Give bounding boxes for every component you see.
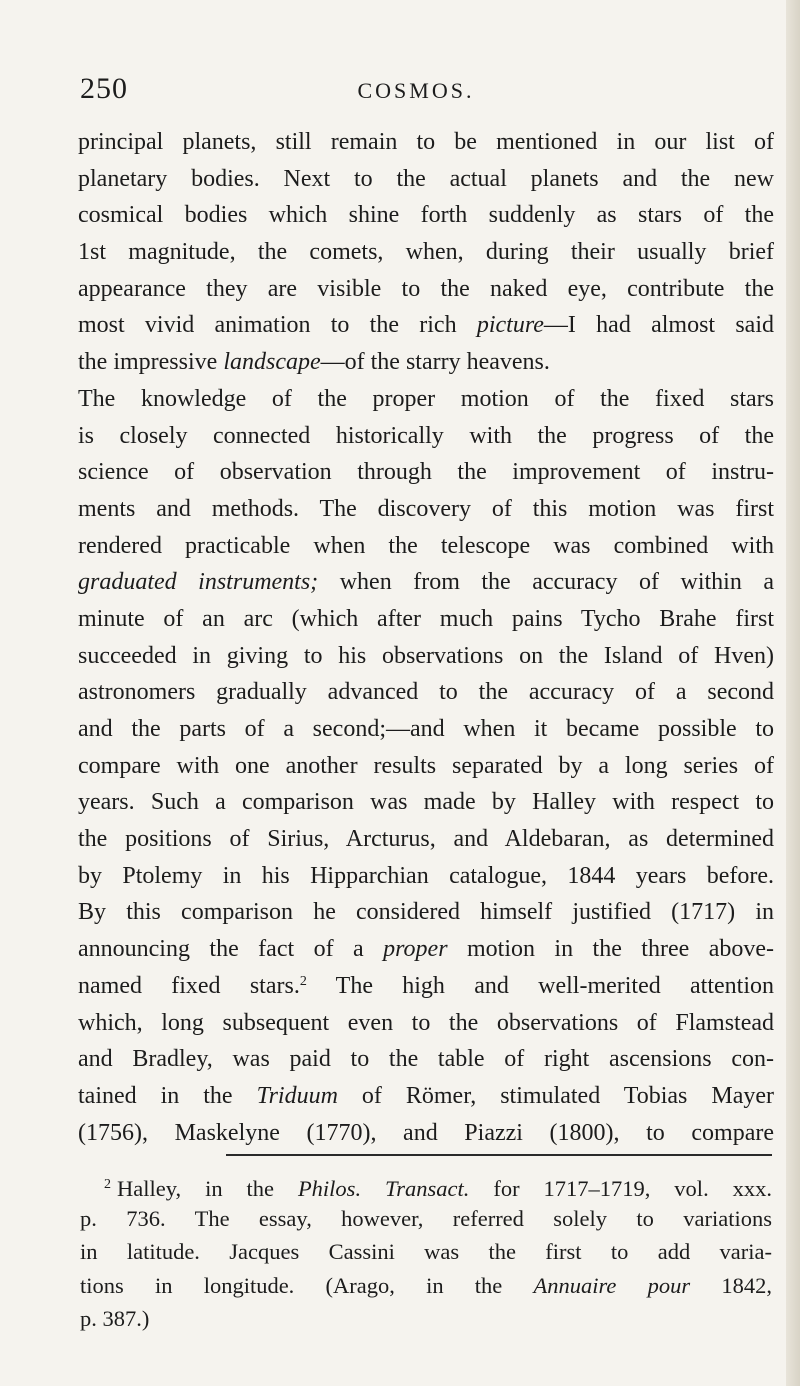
text-line: By this comparison he considered himself justified (1717) in bbox=[78, 899, 774, 926]
text-line: and the parts of a second;—and when it became possible to bbox=[78, 716, 774, 742]
italic-text: Philos. Transact. bbox=[297, 1176, 470, 1201]
page-number: 250 bbox=[80, 72, 128, 105]
text-line: ments and methods. The discovery of this motion was first bbox=[78, 495, 774, 522]
footnote-text: p. 736. The essay, however, referred solely to variations bbox=[80, 1205, 772, 1231]
footnote-reference: 2 bbox=[299, 973, 307, 989]
footnote-marker: 2 bbox=[104, 1177, 111, 1192]
body-text bbox=[78, 124, 774, 1151]
footnote-text bbox=[117, 1176, 772, 1201]
text-segment: 1842, bbox=[690, 1272, 772, 1298]
text-segment: tions in longitude. (Arago, in the bbox=[80, 1272, 534, 1298]
text-segment: announcing the fact of a bbox=[78, 936, 384, 963]
text-segment: —I had almost said bbox=[543, 312, 774, 339]
footnote-line bbox=[80, 1302, 772, 1336]
text-segment: for 1717–1719, vol. xxx. bbox=[469, 1176, 772, 1201]
text-line bbox=[78, 307, 774, 344]
text-line bbox=[78, 968, 774, 1005]
text-line: planetary bodies. Next to the actual planets and the new bbox=[78, 165, 774, 192]
page-edge bbox=[786, 0, 800, 1386]
page-header bbox=[80, 72, 752, 112]
text-line: by Ptolemy in his Hipparchian catalogue, 1844 years before. bbox=[78, 862, 774, 889]
text-line: which, long subsequent even to the observations of Flamstead bbox=[78, 1009, 774, 1036]
footnote-line bbox=[80, 1168, 772, 1202]
text-line: rendered practicable when the telescope was combined with bbox=[78, 532, 774, 559]
text-line: compare with one another results separated by a long series of bbox=[78, 752, 774, 779]
text-line: principal planets, still remain to be mentioned in our list of bbox=[78, 129, 774, 155]
text-line bbox=[78, 1078, 774, 1115]
text-line: science of observation through the improvement of instru- bbox=[78, 459, 774, 486]
footnote-divider bbox=[226, 1154, 772, 1156]
footnote-text: p. 387.) bbox=[80, 1306, 150, 1331]
text-segment: Halley, in the bbox=[117, 1176, 298, 1201]
text-line: appearance they are visible to the naked eye, contribute the bbox=[78, 275, 774, 302]
italic-text: graduated instruments; bbox=[78, 569, 319, 596]
text-line: years. Such a comparison was made by Halley with respect to bbox=[78, 789, 774, 816]
running-title: COSMOS. bbox=[357, 78, 475, 103]
text-line: astronomers gradually advanced to the accuracy of a second bbox=[78, 679, 774, 706]
footnote-line bbox=[80, 1202, 772, 1236]
text-line: (1756), Maskelyne (1770), and Piazzi (1800), to compare bbox=[78, 1119, 774, 1146]
italic-text: Triduum bbox=[256, 1082, 338, 1109]
footnote-line bbox=[80, 1269, 772, 1303]
text-line: and Bradley, was paid to the table of right ascensions con- bbox=[78, 1046, 774, 1073]
italic-text: proper bbox=[383, 936, 448, 963]
text-segment: the impressive bbox=[78, 349, 224, 376]
text-segment: when from the accuracy of within a bbox=[318, 569, 774, 596]
text-line: the positions of Sirius, Arcturus, and Aldebaran, as determined bbox=[78, 826, 774, 853]
text-segment: named fixed stars. bbox=[78, 972, 300, 999]
text-line bbox=[78, 931, 774, 968]
text-line: succeeded in giving to his observations on the Island of Hven) bbox=[78, 642, 774, 669]
text-segment: The high and well-merited attention bbox=[306, 972, 774, 999]
italic-text: Annuaire pour bbox=[533, 1272, 691, 1298]
text-line: cosmical bodies which shine forth suddenly as stars of the bbox=[78, 202, 774, 229]
text-segment: —of the starry heavens. bbox=[320, 349, 550, 376]
italic-text: picture bbox=[476, 312, 544, 339]
text-line bbox=[78, 564, 774, 601]
footnote-text bbox=[80, 1273, 772, 1298]
text-line: 1st magnitude, the comets, when, during their usually brief bbox=[78, 239, 774, 266]
text-line bbox=[78, 344, 774, 381]
text-segment: motion in the three above- bbox=[447, 936, 774, 963]
footnote-line bbox=[80, 1235, 772, 1269]
footnotes bbox=[80, 1168, 772, 1336]
footnote-text: in latitude. Jacques Cassini was the first to add varia- bbox=[80, 1239, 772, 1264]
text-segment: tained in the bbox=[78, 1082, 257, 1109]
italic-text: landscape bbox=[223, 349, 321, 376]
text-line: The knowledge of the proper motion of the fixed stars bbox=[78, 385, 774, 412]
text-line: minute of an arc (which after much pains Tycho Brahe first bbox=[78, 605, 774, 632]
text-segment: most vivid animation to the rich bbox=[78, 312, 477, 339]
text-segment: of Römer, stimulated Tobias Mayer bbox=[337, 1082, 774, 1109]
text-line: is closely connected historically with the progress of the bbox=[78, 422, 774, 449]
